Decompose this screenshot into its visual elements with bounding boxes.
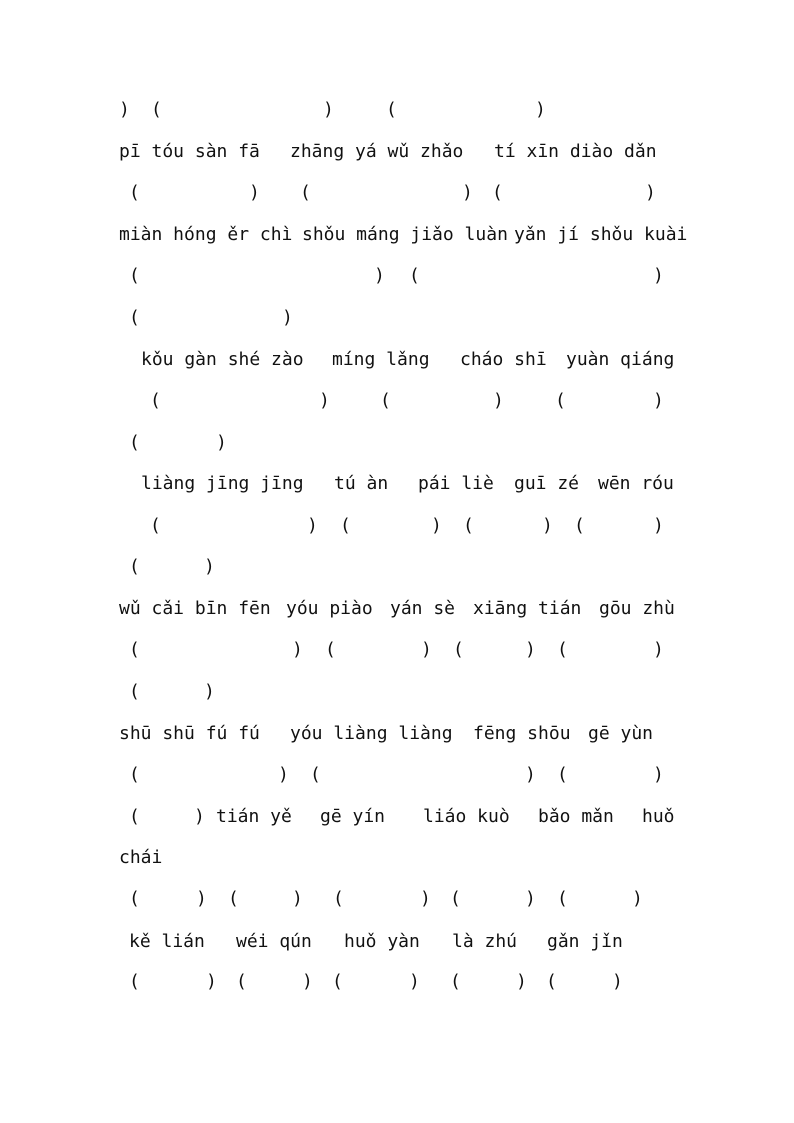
paren-close: ): [292, 639, 303, 660]
paren-open: (: [310, 764, 321, 785]
paren-open: (: [325, 639, 336, 660]
paren-close: ): [196, 888, 207, 909]
pinyin-word: wéi qún: [236, 931, 312, 952]
pinyin-word: yǎn jí shǒu kuài: [514, 224, 688, 245]
paren-close: ): [645, 182, 656, 203]
pinyin-word: wēn róu: [598, 473, 674, 494]
pinyin-word: liáo kuò: [423, 806, 510, 827]
paren-open: (: [332, 971, 343, 992]
paren-open: (: [340, 515, 351, 536]
paren-close: ): [525, 639, 536, 660]
paren-close: ): [307, 515, 318, 536]
paren-open: (: [333, 888, 344, 909]
paren-close: ): [194, 806, 205, 827]
paren-open: (: [129, 182, 140, 203]
pinyin-word: gē yín: [320, 806, 386, 827]
paren-open: (: [129, 639, 140, 660]
paren-close: ): [516, 971, 527, 992]
paren-open: (: [409, 265, 420, 286]
paren-close: ): [653, 764, 664, 785]
paren-open: (: [129, 681, 140, 702]
paren-open: (: [151, 99, 162, 120]
pinyin-word: bǎo mǎn: [538, 806, 614, 827]
paren-open: (: [380, 390, 391, 411]
paren-open: (: [129, 971, 140, 992]
paren-open: (: [557, 888, 568, 909]
paren-close: ): [653, 265, 664, 286]
pinyin-word: gōu zhù: [599, 598, 675, 619]
pinyin-word: là zhú: [452, 931, 518, 952]
paren-close: ): [323, 99, 334, 120]
paren-open: (: [228, 888, 239, 909]
paren-close: ): [216, 432, 227, 453]
pinyin-word: liàng jīng jīng: [141, 473, 304, 494]
pinyin-word: cháo shī: [460, 349, 547, 370]
pinyin-word: gē yùn: [588, 723, 654, 744]
pinyin-word: tián yě: [216, 806, 292, 827]
paren-close: ): [421, 639, 432, 660]
paren-open: (: [574, 515, 585, 536]
pinyin-word: gǎn jǐn: [547, 931, 623, 952]
paren-open: (: [129, 806, 140, 827]
paren-open: (: [492, 182, 503, 203]
paren-close: ): [525, 888, 536, 909]
paren-close: ): [292, 888, 303, 909]
paren-close: ): [420, 888, 431, 909]
paren-open: (: [129, 432, 140, 453]
paren-open: (: [453, 639, 464, 660]
paren-close: ): [431, 515, 442, 536]
pinyin-word: tí xīn diào dǎn: [494, 141, 657, 162]
pinyin-word: huǒ yàn: [344, 931, 420, 952]
paren-open: (: [150, 390, 161, 411]
paren-close: ): [653, 639, 664, 660]
paren-open: (: [129, 556, 140, 577]
paren-open: (: [557, 639, 568, 660]
pinyin-word: yóu liàng liàng: [290, 723, 453, 744]
paren-close: ): [653, 390, 664, 411]
paren-close: ): [249, 182, 260, 203]
pinyin-word: míng lǎng: [332, 349, 430, 370]
paren-close: ): [525, 764, 536, 785]
paren-open: (: [129, 764, 140, 785]
pinyin-word: tú àn: [334, 473, 389, 494]
paren-open: (: [236, 971, 247, 992]
paren-close: ): [462, 182, 473, 203]
pinyin-word: wǔ cǎi bīn fēn: [119, 598, 271, 619]
paren-open: (: [150, 515, 161, 536]
pinyin-word: miàn hóng ěr chì: [119, 224, 293, 245]
paren-open: (: [555, 390, 566, 411]
paren-open: (: [463, 515, 474, 536]
paren-close: ): [282, 307, 293, 328]
paren-close: ): [374, 265, 385, 286]
pinyin-word: pī tóu sàn fā: [119, 141, 260, 162]
paren-close: ): [206, 971, 217, 992]
paren-close: ): [493, 390, 504, 411]
paren-open: (: [386, 99, 397, 120]
paren-close: ): [119, 99, 130, 120]
pinyin-word: xiāng tián: [473, 598, 582, 619]
paren-open: (: [546, 971, 557, 992]
pinyin-word: shū shū fú fú: [119, 723, 260, 744]
paren-open: (: [450, 888, 461, 909]
pinyin-word: yóu piào: [286, 598, 373, 619]
paren-open: (: [129, 307, 140, 328]
pinyin-word: huǒ: [642, 806, 675, 827]
paren-close: ): [542, 515, 553, 536]
paren-open: (: [129, 265, 140, 286]
pinyin-word: zhāng yá wǔ zhǎo: [290, 141, 464, 162]
pinyin-word: pái liè: [418, 473, 494, 494]
paren-close: ): [204, 556, 215, 577]
paren-close: ): [612, 971, 623, 992]
pinyin-word: chái: [119, 847, 163, 868]
pinyin-word: shǒu máng jiǎo luàn: [302, 224, 508, 245]
pinyin-word: guī zé: [514, 473, 580, 494]
pinyin-word: kě lián: [129, 931, 205, 952]
paren-close: ): [302, 971, 313, 992]
paren-close: ): [204, 681, 215, 702]
paren-open: (: [557, 764, 568, 785]
paren-close: ): [653, 515, 664, 536]
paren-close: ): [409, 971, 420, 992]
pinyin-word: yán sè: [390, 598, 456, 619]
pinyin-word: fēng shōu: [473, 723, 571, 744]
pinyin-word: yuàn qiáng: [566, 349, 675, 370]
paren-open: (: [129, 888, 140, 909]
paren-close: ): [319, 390, 330, 411]
paren-close: ): [535, 99, 546, 120]
paren-close: ): [632, 888, 643, 909]
paren-open: (: [450, 971, 461, 992]
paren-close: ): [278, 764, 289, 785]
pinyin-word: kǒu gàn shé zào: [141, 349, 304, 370]
paren-open: (: [300, 182, 311, 203]
